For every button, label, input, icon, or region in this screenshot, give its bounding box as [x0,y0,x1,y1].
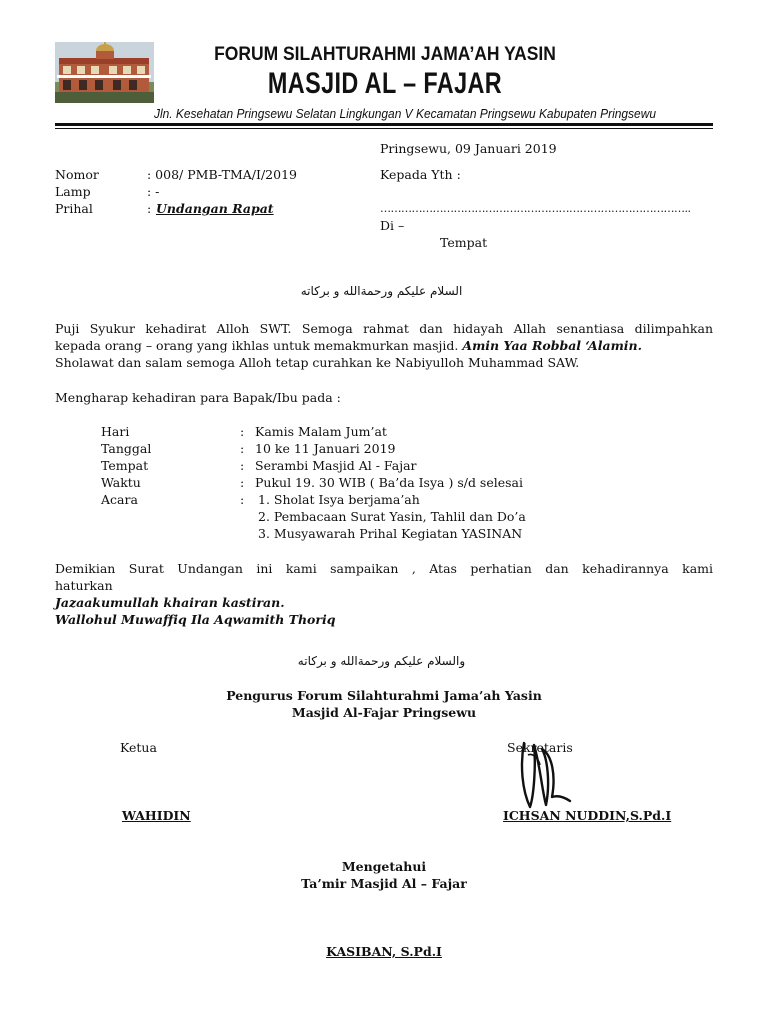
recipient-dots: …………………………………………………………………………….. [380,202,691,215]
closing-paragraph [55,560,713,628]
schedule-label-waktu: Waktu [101,475,141,490]
schedule-colon: : [240,492,245,507]
organization-name: FORUM SILAHTURAHMI JAMA’AH YASIN [214,44,556,65]
schedule-label-tempat: Tempat [101,458,149,473]
tamir-label: Ta’mir Masjid Al – Fajar [301,876,467,891]
salam-opening: السلام عليكم ورحمةالله و بركاته [300,284,463,298]
schedule-colon: : [240,458,245,473]
nomor-label: Nomor [55,167,99,182]
secretary-signature [512,735,582,815]
schedule-label-hari: Hari [101,424,130,439]
schedule-colon: : [240,441,245,456]
tamir-name: KASIBAN, S.Pd.I [326,944,442,959]
amin-text: Amin Yaa Robbal ‘Alamin. [462,338,642,353]
schedule-value-acara-1: 1. Sholat Isya berjama’ah [258,492,420,507]
prihal-colon: : [147,201,152,216]
prihal-label: Prihal [55,201,93,216]
recipient-kepada: Kepada Yth : [380,167,461,182]
schedule-value-waktu: Pukul 19. 30 WIB ( Ba’da Isya ) s/d selesai [255,475,523,490]
schedule-label-acara: Acara [101,492,138,507]
committee-line-2: Masjid Al-Fajar Pringsewu [291,705,477,720]
schedule-value-acara-2: 2. Pembacaan Surat Yasin, Tahlil dan Do’a [258,509,526,524]
opening-line-3: Sholawat dan salam semoga Alloh tetap curahkan ke Nabiyulloh Muhammad SAW. [55,355,580,370]
sekretaris-title: Sekretaris [507,740,573,755]
schedule-value-tanggal: 10 ke 11 Januari 2019 [255,441,396,456]
sekretaris-name: ICHSAN NUDDIN,S.Pd.I [503,808,672,823]
schedule-label-tanggal: Tanggal [101,441,152,456]
committee-line-1: Pengurus Forum Silahturahmi Jama’ah Yasin [226,688,542,703]
mosque-logo-image [55,42,154,103]
closing-line-2: haturkan [55,578,113,593]
nomor-value: : 008/ PMB-TMA/I/2019 [147,167,297,182]
address-line: Jln. Kesehatan Pringsewu Selatan Lingkungan V Kecamatan Pringsewu Kabupaten Pringsewu [153,106,656,121]
opening-line-2-text: kepada orang – orang yang ikhlas untuk memakmurkan masjid. [55,338,463,353]
header-rule-thick [55,123,713,126]
salam-closing: والسلام عليكم ورحمةالله و بركاته [297,654,466,668]
schedule-value-hari: Kamis Malam Jum’at [255,424,387,439]
mosque-name: MASJID AL – FAJAR [267,67,503,100]
lamp-value: : - [147,184,160,199]
opening-line-1: Puji Syukur kehadirat Alloh SWT. Semoga rahmat dan hidayah Allah senantiasa dilimpahkan [55,321,713,336]
schedule-colon: : [240,475,245,490]
invite-intro: Mengharap kehadiran para Bapak/Ibu pada : [55,390,341,405]
ketua-name: WAHIDIN [122,808,191,823]
lamp-label: Lamp [55,184,91,199]
closing-line-1: Demikian Surat Undangan ini kami sampaikan , Atas perhatian dan kehadirannya kami [55,561,713,576]
ketua-title: Ketua [120,740,157,755]
schedule-value-tempat: Serambi Masjid Al - Fajar [255,458,417,473]
closing-line-4: Wallohul Muwaffiq Ila Aqwamith Thoriq [55,612,336,627]
schedule-colon: : [240,424,245,439]
closing-line-3: Jazaakumullah khairan kastiran. [55,595,285,610]
place-date: Pringsewu, 09 Januari 2019 [380,141,557,156]
opening-paragraph [55,320,713,371]
prihal-value: Undangan Rapat [156,201,274,216]
recipient-di: Di – [380,218,405,233]
header-rule-thin [55,128,713,129]
schedule-value-acara-3: 3. Musyawarah Prihal Kegiatan YASINAN [258,526,523,541]
mengetahui-label: Mengetahui [341,859,427,874]
recipient-tempat: Tempat [440,235,488,250]
opening-line-2 [55,337,713,354]
